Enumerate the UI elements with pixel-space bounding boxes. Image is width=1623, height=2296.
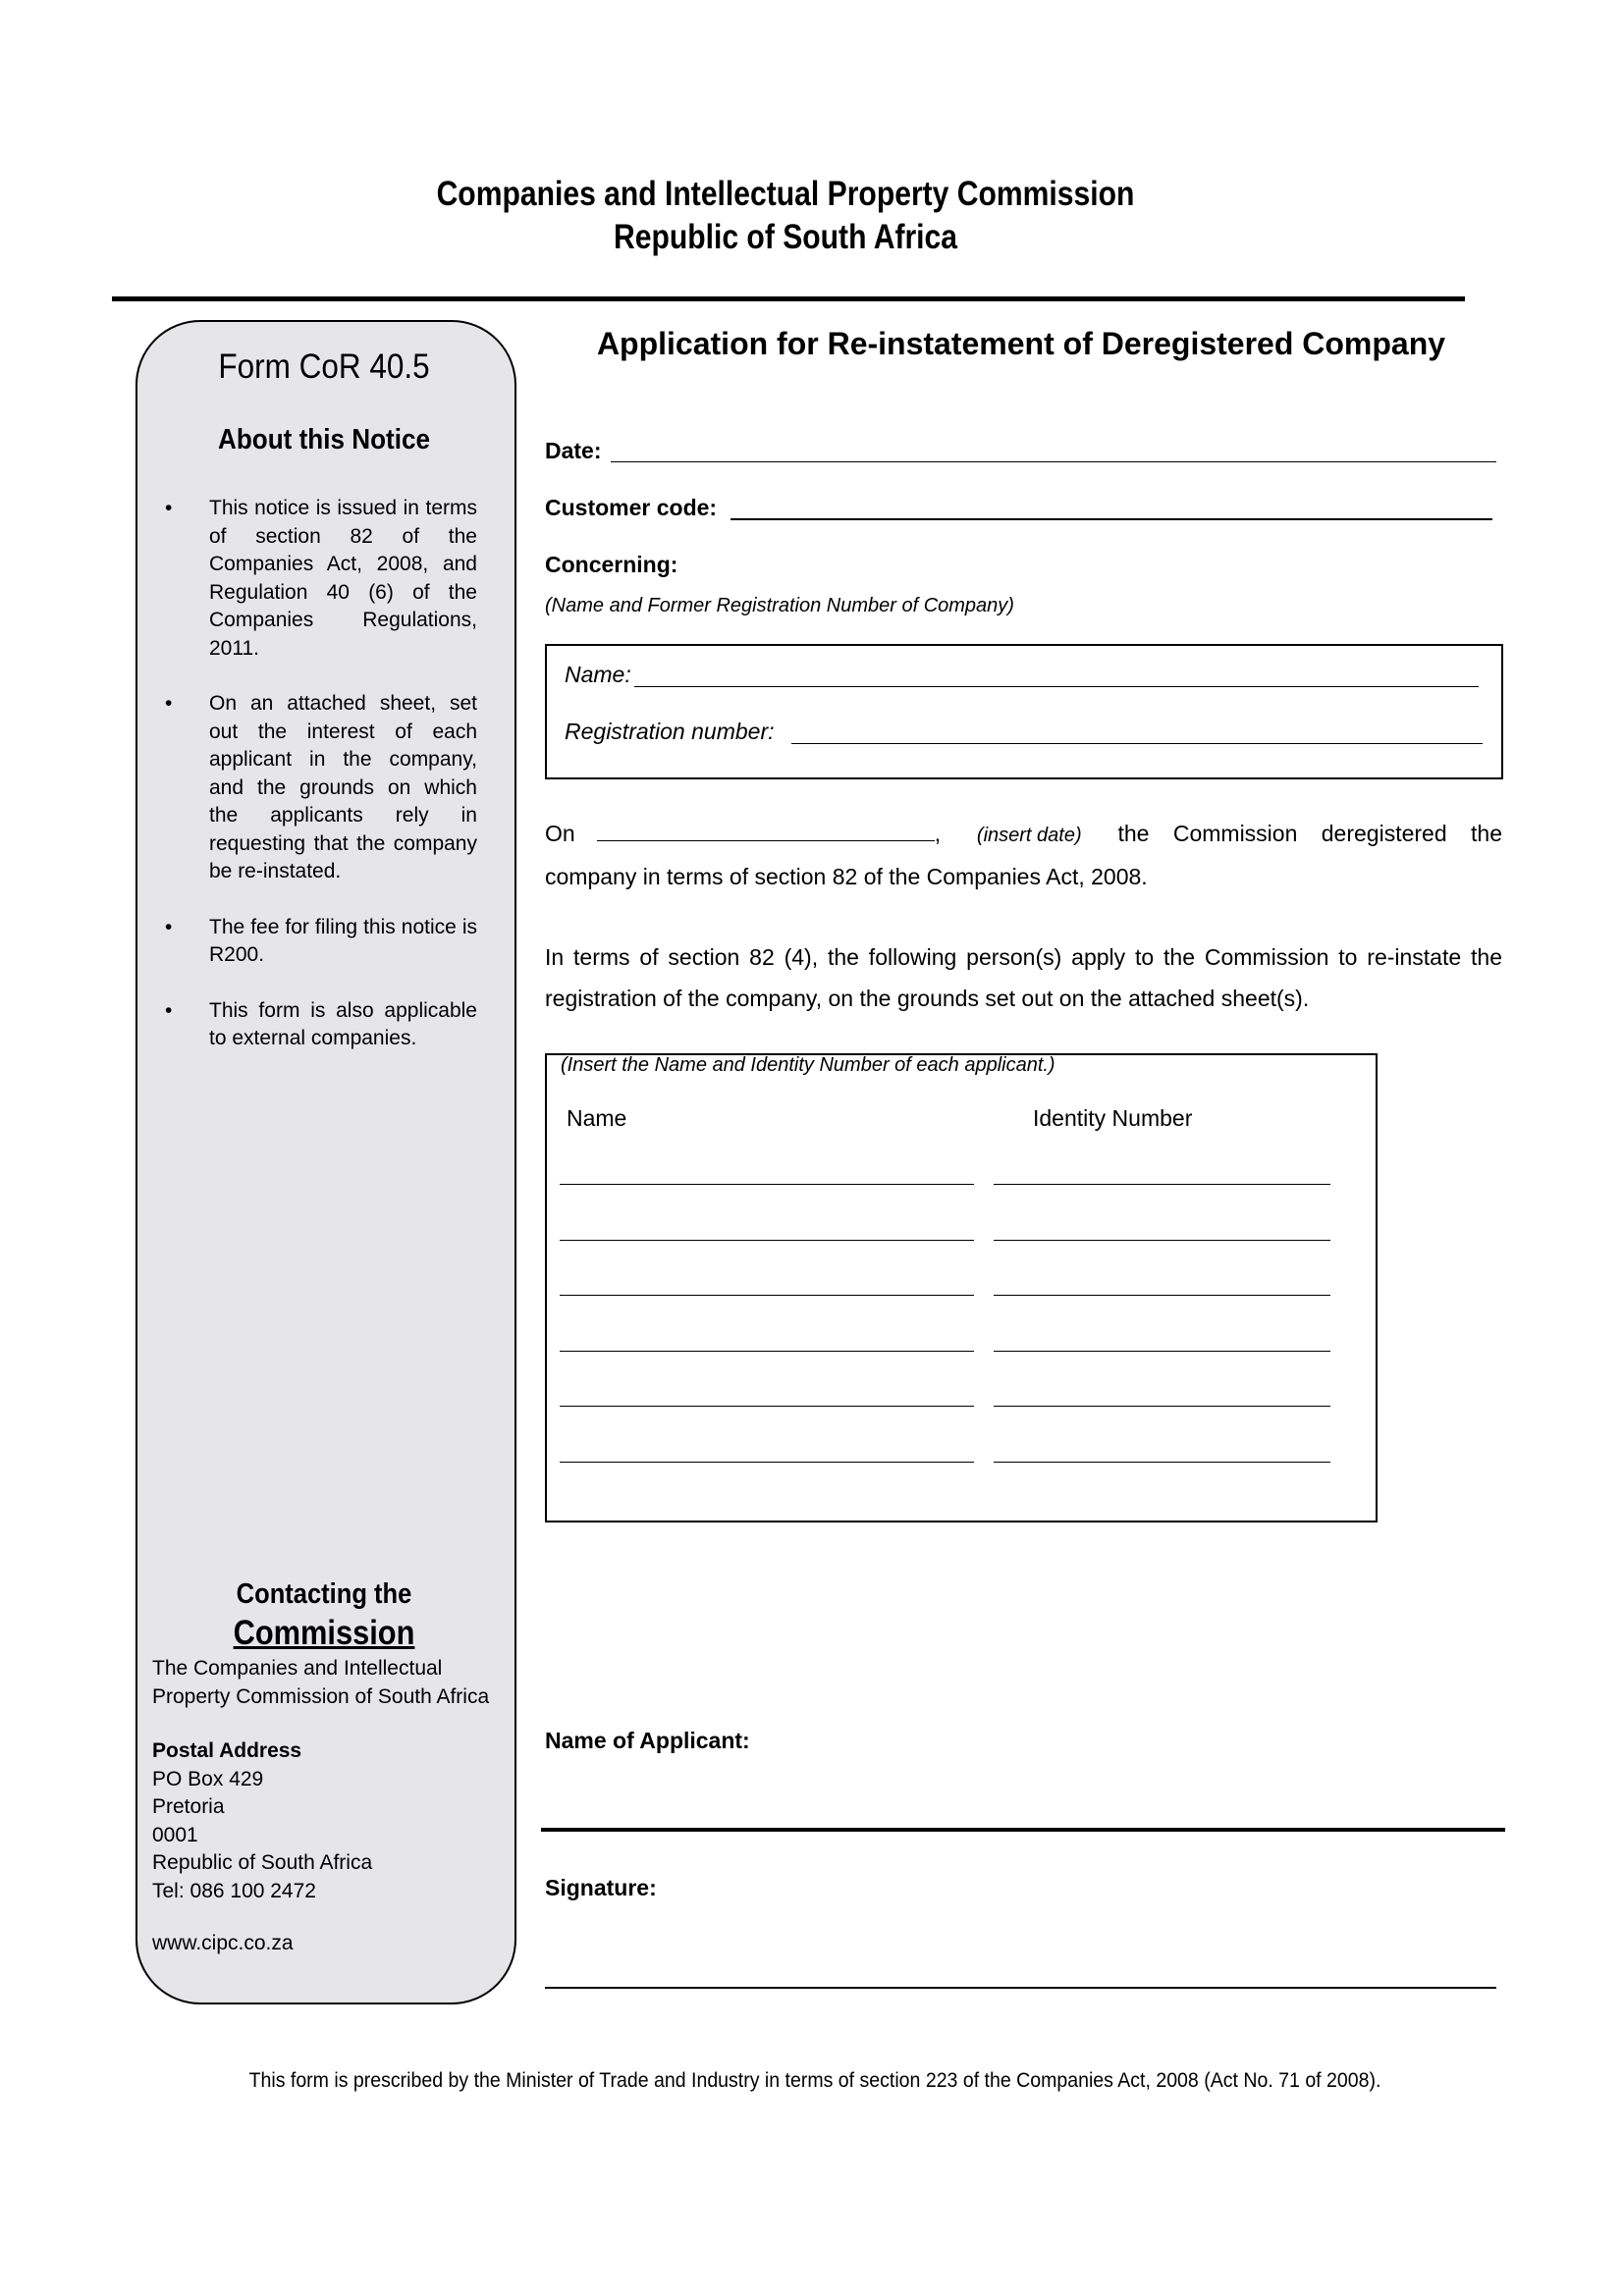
concerning-label: Concerning: bbox=[545, 552, 678, 577]
name-of-applicant-field[interactable] bbox=[541, 1828, 1505, 1832]
applicant-name-field[interactable] bbox=[560, 1406, 974, 1407]
company-name-label: Name: bbox=[565, 662, 631, 687]
applicants-note: (Insert the Name and Identity Number of each applicant.) bbox=[561, 1054, 1055, 1076]
registration-number-label: Registration number: bbox=[565, 719, 775, 744]
contact-org: The Companies and Intellectual Property Commission of South Africa bbox=[152, 1657, 490, 1708]
contact-title-commission: Commission bbox=[233, 1614, 415, 1652]
website-link[interactable]: www.cipc.co.za bbox=[152, 1932, 294, 1954]
header-country: Republic of South Africa bbox=[613, 218, 958, 256]
company-name-field[interactable] bbox=[634, 686, 1479, 687]
applicant-id-field[interactable] bbox=[994, 1240, 1330, 1241]
header-commission-name: Companies and Intellectual Property Commission bbox=[436, 175, 1135, 213]
telephone: Tel: 086 100 2472 bbox=[152, 1879, 316, 1902]
applicant-id-field[interactable] bbox=[994, 1406, 1330, 1407]
applicants-id-header: Identity Number bbox=[1033, 1105, 1193, 1131]
form-code: Form CoR 40.5 bbox=[218, 347, 430, 386]
company-details-box bbox=[545, 644, 1503, 779]
deregistration-date-field[interactable] bbox=[597, 817, 935, 841]
bullet-icon: • bbox=[165, 998, 173, 1022]
registration-number-field[interactable] bbox=[791, 743, 1483, 744]
bullet-icon: • bbox=[165, 915, 173, 938]
customer-code-field[interactable] bbox=[730, 518, 1492, 520]
applicants-box bbox=[545, 1053, 1378, 1522]
date-field[interactable] bbox=[611, 461, 1496, 462]
about-title: About this Notice bbox=[217, 424, 431, 455]
contact-title: Contacting the bbox=[236, 1578, 412, 1610]
bullet-icon: • bbox=[165, 692, 173, 715]
date-label: Date: bbox=[545, 438, 602, 463]
applicant-id-field[interactable] bbox=[994, 1462, 1330, 1463]
notice-item: • On an attached sheet, set out the interest of each applicant in the company, and the grounds on which the applicants rely in requesting that the company be re-instated. bbox=[165, 692, 477, 882]
applicant-name-field[interactable] bbox=[560, 1295, 974, 1296]
applicant-name-field[interactable] bbox=[560, 1240, 974, 1241]
postal-address: Postal Address PO Box 429 Pretoria 0001 Republic of South Africa Tel: 086 100 2472 bbox=[152, 1737, 506, 1905]
footer-note: This form is prescribed by the Minister of Trade and Industry in terms of section 223 of the Companies Act, 2008 (Act No. 71 of 2008). bbox=[248, 2069, 1381, 2092]
applicant-id-field[interactable] bbox=[994, 1295, 1330, 1296]
deregistration-paragraph: On , (insert date) the Commission deregistered the company in terms of section 82 of the Companies Act, 2008. bbox=[545, 813, 1502, 897]
notice-item: • The fee for filing this notice is R200. bbox=[165, 915, 477, 966]
signature-field[interactable] bbox=[545, 1987, 1496, 1989]
applicants-name-header: Name bbox=[567, 1105, 627, 1131]
applicant-id-field[interactable] bbox=[994, 1184, 1330, 1185]
bullet-icon: • bbox=[165, 497, 173, 519]
application-paragraph: In terms of section 82 (4), the following person(s) apply to the Commission to re-instate the registration of the company, on the grounds set out on the attached sheet(s). bbox=[545, 944, 1502, 1011]
notice-list bbox=[165, 495, 477, 1081]
customer-code-label: Customer code: bbox=[545, 495, 718, 520]
name-of-applicant-label: Name of Applicant: bbox=[545, 1728, 750, 1753]
concerning-note: (Name and Former Registration Number of Company) bbox=[545, 595, 1014, 616]
form-title: Application for Re-instatement of Deregistered Company bbox=[596, 326, 1446, 361]
header-divider bbox=[112, 296, 1465, 301]
postal-heading: Postal Address bbox=[152, 1739, 302, 1762]
notice-item: • This notice is issued in terms of section 82 of the Companies Act, 2008, and Regulation 40 (6) of the Companies Regulations, 2011. bbox=[165, 497, 477, 660]
notice-item: • This form is also applicable to external companies. bbox=[165, 998, 477, 1049]
applicant-name-field[interactable] bbox=[560, 1462, 974, 1463]
signature-label: Signature: bbox=[545, 1875, 657, 1900]
applicant-name-field[interactable] bbox=[560, 1184, 974, 1185]
applicant-id-field[interactable] bbox=[994, 1351, 1330, 1352]
applicant-name-field[interactable] bbox=[560, 1351, 974, 1352]
